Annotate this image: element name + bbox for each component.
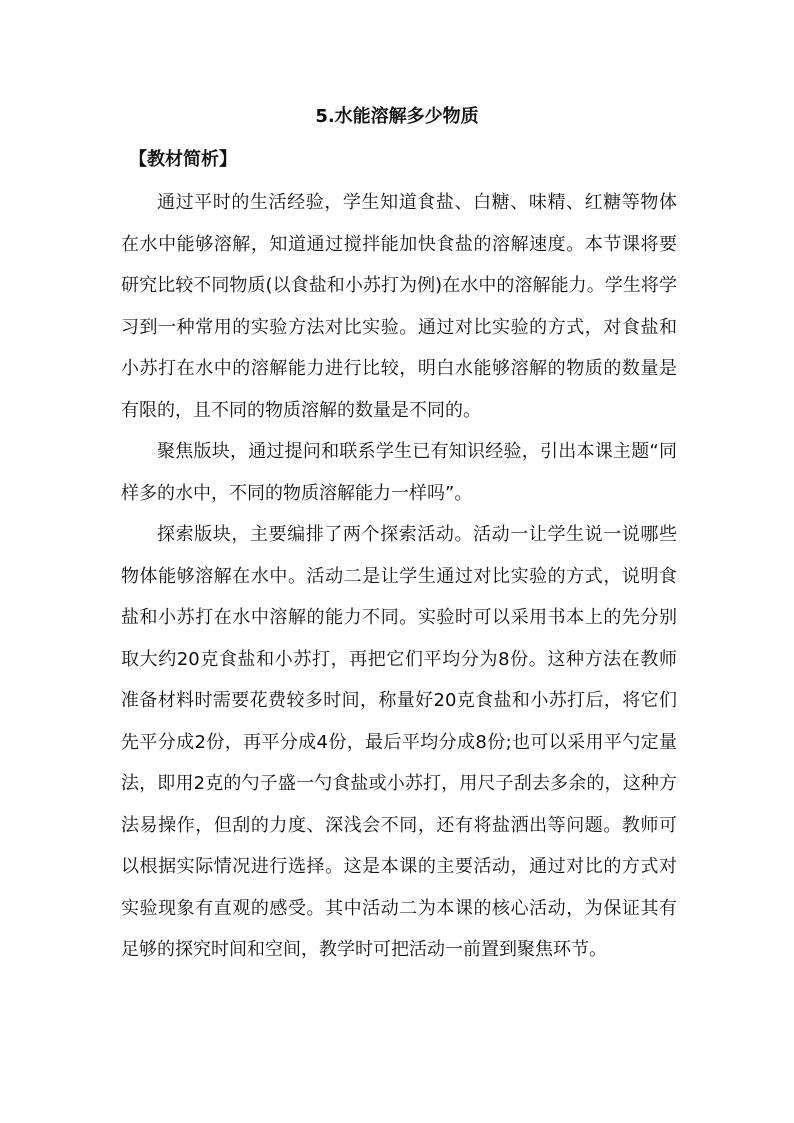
section-heading: 【教材简析】 [129,149,237,170]
paragraph-focus-section: 聚焦版块，通过提问和联系学生已有知识经验，引出本课主题“同样多的水中，不同的物质溶解能力一样吗”。 [121,441,677,504]
paragraph-textbook-analysis: 通过平时的生活经验，学生知道食盐、白糖、味精、红糖等物体在水中能够溶解，知道通过搅拌能加快食盐的溶解速度。本节课将要研究比较不同物质(以食盐和小苏打为例)在水中的溶解能力。学生将学习到一种常用的实验方法对比实验。通过对比实验的方式，对食盐和小苏打在水中的溶解能力进行比较，明白水能够溶解的物质的数量是有限的，且不同的物质溶解的数量是不同的。 [121,192,677,421]
paragraph-explore-section: 探索版块，主要编排了两个探索活动。活动一让学生说一说哪些物体能够溶解在水中。活动二是让学生通过对比实验的方式，说明食盐和小苏打在水中溶解的能力不同。实验时可以采用书本上的先分别取大约20克食盐和小苏打，再把它们平均分为8份。这种方法在教师准备材料时需要花费较多时间，称量好20克食盐和小苏打后，将它们先平分成2份，再平分成4份，最后平均分成8份;也可以采用平勺定量法，即用2克的勺子盛一勺食盐或小苏打，用尺子刮去多余的，这种方法易操作，但刮的力度、深浅会不同，还有将盐洒出等问题。教师可以根据实际情况进行选择。这是本课的主要活动，通过对比的方式对实验现象有直观的感受。其中活动二为本课的核心活动，为保证其有足够的探究时间和空间，教学时可把活动一前置到聚焦环节。 [121,524,677,960]
document-title: 5.水能溶解多少物质 [315,106,479,127]
document-body [121,138,677,971]
